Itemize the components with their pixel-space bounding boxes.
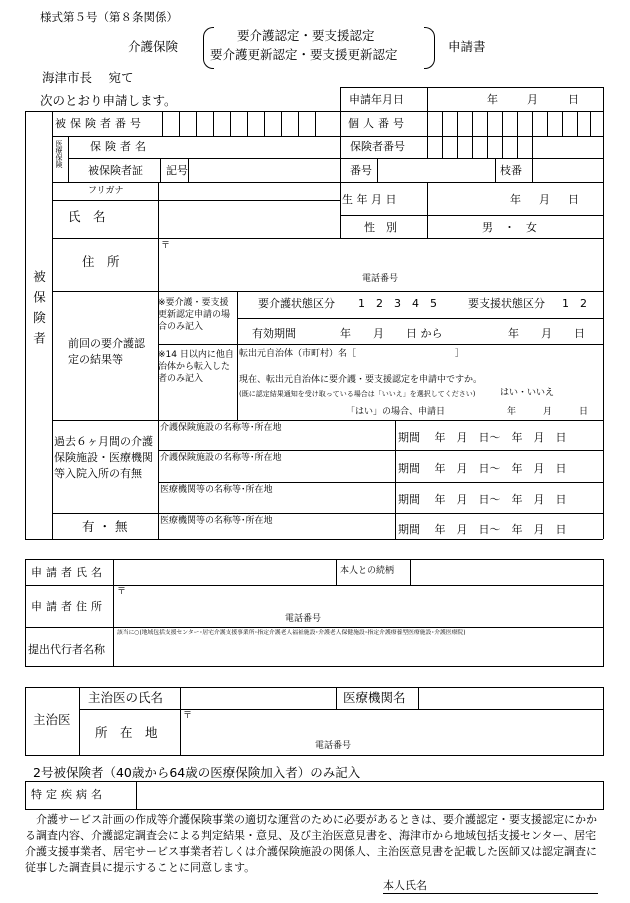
facility-period-3: 期間 年 月 日～ 年 月 日 bbox=[398, 493, 567, 506]
card-number-label: 番号 bbox=[350, 164, 372, 177]
personal-number-label: 個人番号 bbox=[348, 117, 408, 130]
validity-label: 有効期間 bbox=[252, 327, 296, 340]
applicant-name-label: 申請者氏名 bbox=[31, 566, 106, 579]
signature-label: 本人氏名 bbox=[383, 879, 427, 892]
support-level-label: 要支援状態区分 bbox=[468, 297, 545, 310]
address-phone-label: 電話番号 bbox=[362, 274, 399, 284]
insured-section-label: 被保険者 bbox=[31, 270, 47, 352]
birth-date-label: 生 年 月 日 bbox=[342, 193, 397, 206]
doctor-location-label: 所 在 地 bbox=[95, 725, 158, 740]
address-postal-mark: 〒 bbox=[161, 241, 171, 251]
facility-row-4: 医療機関等の名称等･所在地 bbox=[160, 516, 273, 526]
care-level-label: 要介護状態区分 bbox=[258, 297, 335, 310]
addressee: 海津市長 宛て bbox=[42, 70, 134, 85]
furigana-label: フリガナ bbox=[88, 186, 124, 196]
doctor-label: 主治医 bbox=[33, 712, 71, 727]
birth-year: 年 bbox=[510, 193, 521, 206]
transfer-note: ※14 日以内に他自治体から転入した者のみ記入 bbox=[158, 350, 234, 384]
facility-label: 過去６ヶ月間の介護保険施設・医療機関等入院入所の有無 bbox=[54, 435, 153, 480]
form-number: 様式第５号（第８条関係） bbox=[40, 10, 178, 24]
validity-to: 年 月 日 bbox=[508, 327, 585, 340]
signature-line[interactable] bbox=[383, 893, 598, 894]
title-line-2: 要介護更新認定・要支援更新認定 bbox=[210, 47, 398, 62]
date-month: 月 bbox=[527, 93, 538, 106]
insurer-number-label: 保険者番号 bbox=[350, 140, 405, 153]
facility-yes-no[interactable]: 有 ・ 無 bbox=[82, 519, 128, 534]
insured-card-label: 被保険者証 bbox=[88, 164, 143, 177]
title-line-1: 要介護認定・要支援認定 bbox=[237, 28, 375, 43]
intro-text: 次のとおり申請します。 bbox=[40, 93, 177, 108]
date-day: 日 bbox=[568, 93, 579, 106]
facility-row-1: 介護保険施設の名称等･所在地 bbox=[160, 423, 282, 433]
agent-note: 該当に○(地域包括支援センター･居宅介護支援事業所･指定介護老人福祉施設･介護老人保健施設･指定介護療養型医療施設･介護医療院) bbox=[117, 630, 466, 636]
name-label: 氏 名 bbox=[68, 209, 106, 224]
pending-question-note: (既に認定結果通知を受け取っている場合は「いいえ」を選択してください) bbox=[239, 390, 476, 398]
facility-row-2: 介護保険施設の名称等･所在地 bbox=[160, 453, 282, 463]
birth-month: 月 bbox=[539, 193, 550, 206]
facility-row-3: 医療機関等の名称等･所在地 bbox=[160, 485, 273, 495]
pending-question: 現在、転出元自治体に要介護・要支援認定を申請中ですか。 bbox=[239, 375, 483, 385]
agent-label: 提出代行者名称 bbox=[28, 643, 105, 656]
branch-number-label: 枝番 bbox=[500, 164, 522, 177]
validity-from: 年 月 日 から bbox=[340, 327, 443, 340]
doctor-postal-mark: 〒 bbox=[183, 711, 193, 721]
if-yes-label: 「はい」の場合、申請日 bbox=[346, 407, 446, 417]
birth-day: 日 bbox=[568, 193, 579, 206]
disease-label: 特定疾病名 bbox=[31, 788, 106, 801]
insurance-label: 介護保険 bbox=[128, 39, 179, 54]
doctor-phone-label: 電話番号 bbox=[315, 741, 352, 751]
sex-label: 性 別 bbox=[364, 221, 397, 234]
insurer-name-label: 保険者名 bbox=[90, 140, 150, 153]
applicant-address-label: 申請者住所 bbox=[31, 600, 106, 613]
disease-table bbox=[25, 781, 604, 810]
card-symbol-label: 記号 bbox=[166, 164, 188, 177]
facility-period-2: 期間 年 月 日～ 年 月 日 bbox=[398, 462, 567, 475]
address-label: 住 所 bbox=[82, 254, 120, 269]
previous-result-label: 前回の要介護認定の結果等 bbox=[68, 337, 145, 366]
application-label: 申請書 bbox=[448, 39, 486, 54]
right-bracket bbox=[424, 27, 435, 69]
applicant-postal-mark: 〒 bbox=[117, 587, 127, 597]
origin-municipality: 転出元自治体（市町村）名［ ］ bbox=[239, 349, 465, 359]
sex-values[interactable]: 男 ・ 女 bbox=[482, 221, 537, 234]
date-year: 年 bbox=[487, 93, 498, 106]
pending-yes-no[interactable]: はい・いいえ bbox=[500, 388, 555, 398]
support-level-options[interactable]: 1 2 bbox=[562, 297, 587, 310]
facility-period-1: 期間 年 月 日～ 年 月 日 bbox=[398, 431, 567, 444]
care-level-options[interactable]: 1 2 3 4 5 bbox=[358, 297, 437, 310]
applicant-phone-label: 電話番号 bbox=[285, 614, 322, 624]
applicant-table bbox=[25, 559, 604, 667]
medical-insurance-label: 医療保険 bbox=[55, 140, 63, 168]
consent-text: 介護サービス計画の作成等介護保険事業の適切な運営のために必要があるときは、要介護認定・要支援認定にかかる調査内容、介護認定調査会による判定結果・意見、及び主治医意見書を、海津市から地域包括支援センター、居宅介護支援事業者、居宅サービス事業者若しくは介護保険施設の関係人、主治医意見書を記載した医師又は認定調査に従事した調査員に提示することに同意します。 bbox=[25, 813, 597, 874]
relation-label: 本人との続柄 bbox=[340, 566, 395, 576]
insured-number-label: 被保険者番号 bbox=[55, 117, 145, 130]
type2-note: 2号被保険者（40歳から64歳の医療保険加入者）のみ記入 bbox=[33, 765, 361, 780]
institution-label: 医療機関名 bbox=[343, 690, 406, 705]
if-yes-date: 年 月 日 bbox=[507, 407, 589, 417]
doctor-name-label: 主治医の氏名 bbox=[88, 690, 164, 705]
renewal-note: ※要介護・要支援更新認定申請の場合のみ記入 bbox=[158, 298, 231, 332]
facility-period-4: 期間 年 月 日～ 年 月 日 bbox=[398, 523, 567, 536]
application-date-label: 申請年月日 bbox=[349, 93, 404, 106]
